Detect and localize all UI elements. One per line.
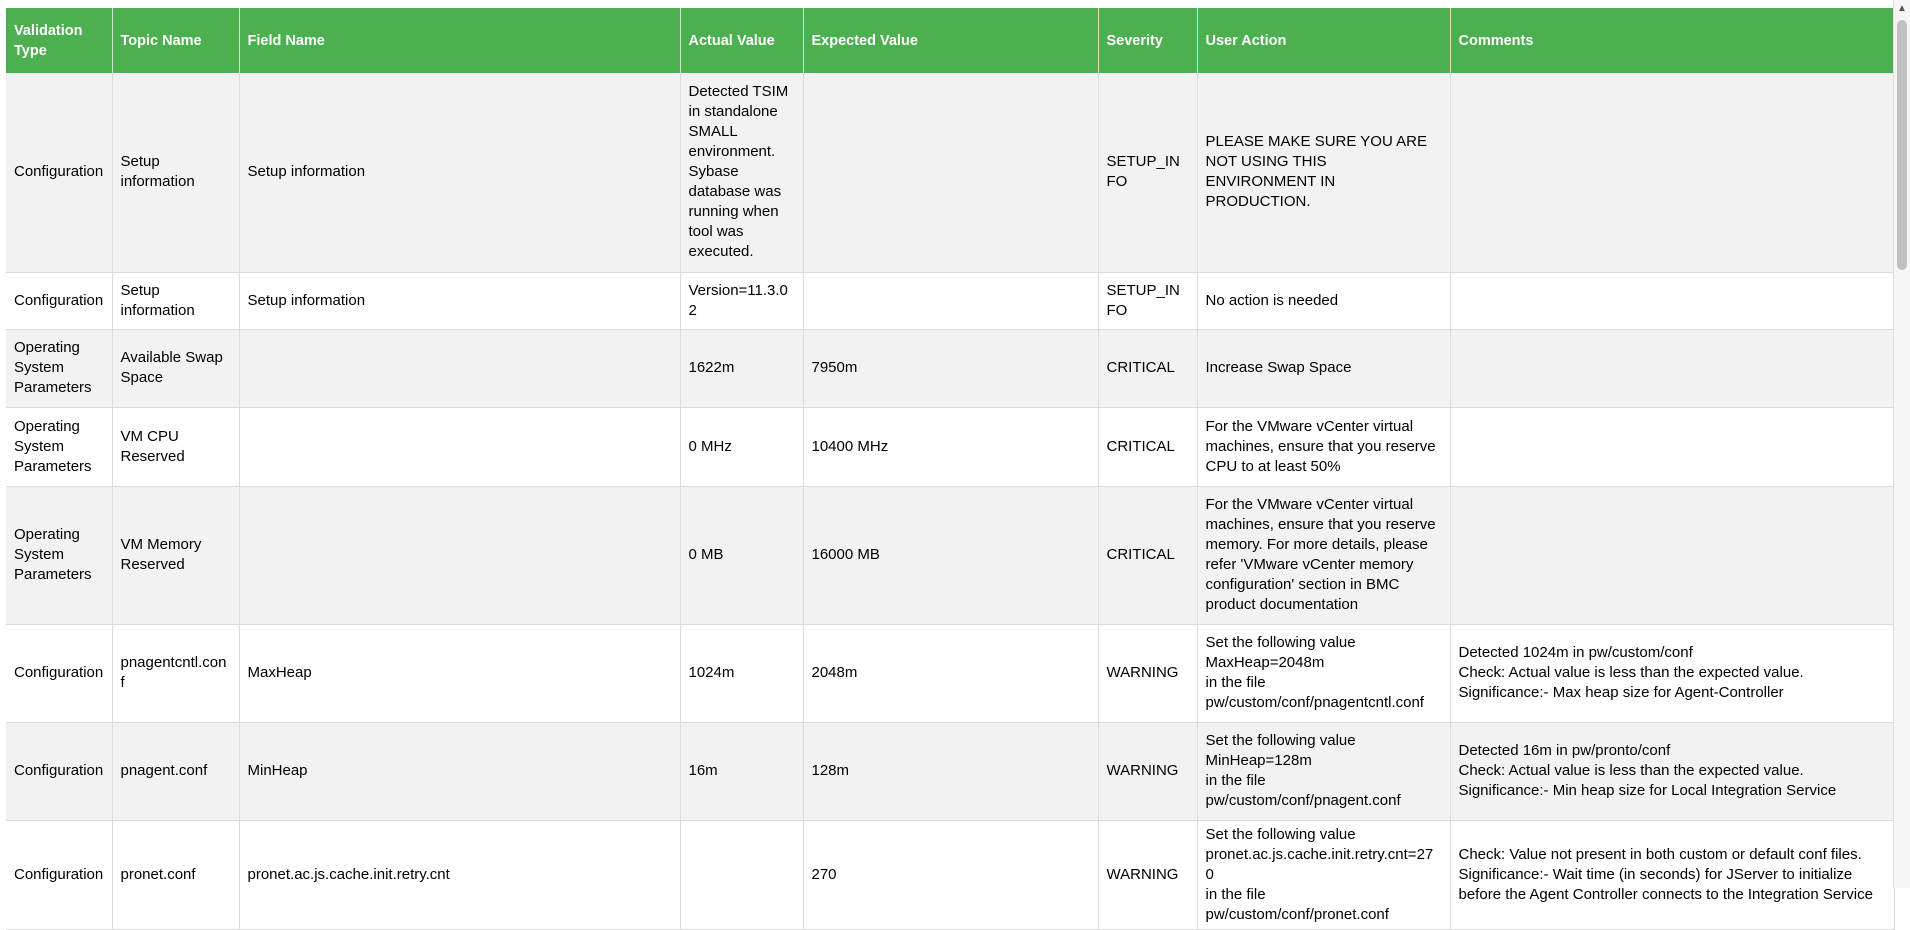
cell-validation-type: Configuration [6,820,112,929]
cell-severity: SETUP_INFO [1098,73,1197,272]
table-row [6,624,1894,722]
cell-actual-value: 1024m [680,624,803,722]
cell-field-name: Setup information [239,73,680,272]
cell-topic-name: VM Memory Reserved [112,486,239,624]
table-row [6,407,1894,486]
cell-comments: Check: Value not present in both custom or default conf files. Significance:- Wait time (in seconds) for JServer to initialize before the Agent Controller connects to the Integration Service [1450,820,1894,929]
cell-severity: WARNING [1098,624,1197,722]
cell-validation-type: Configuration [6,272,112,329]
cell-expected-value: 7950m [803,329,1098,407]
cell-expected-value [803,73,1098,272]
cell-comments [1450,73,1894,272]
cell-topic-name: Setup information [112,272,239,329]
cell-user-action: No action is needed [1197,272,1450,329]
cell-comments [1450,486,1894,624]
cell-severity: SETUP_INFO [1098,272,1197,329]
cell-user-action: Set the following value MinHeap=128m in the file pw/custom/conf/pnagent.conf [1197,722,1450,820]
header-topic-name[interactable]: Topic Name [112,8,239,73]
cell-actual-value: 1622m [680,329,803,407]
cell-severity: WARNING [1098,722,1197,820]
cell-user-action: Increase Swap Space [1197,329,1450,407]
cell-field-name: Setup information [239,272,680,329]
header-actual-value[interactable]: Actual Value [680,8,803,73]
cell-actual-value: Version=11.3.02 [680,272,803,329]
table-row [6,820,1894,929]
cell-user-action: For the VMware vCenter virtual machines, ensure that you reserve memory. For more details, please refer 'VMware vCenter memory configuration' section in BMC product documentation [1197,486,1450,624]
cell-actual-value: 16m [680,722,803,820]
cell-comments: Detected 16m in pw/pronto/conf Check: Actual value is less than the expected value. Significance:- Min heap size for Local Integration Service [1450,722,1894,820]
cell-validation-type: Configuration [6,722,112,820]
cell-field-name [239,486,680,624]
cell-topic-name: pnagentcntl.conf [112,624,239,722]
cell-validation-type: Operating System Parameters [6,407,112,486]
header-comments[interactable]: Comments [1450,8,1894,73]
cell-field-name: pronet.ac.js.cache.init.retry.cnt [239,820,680,929]
cell-expected-value: 16000 MB [803,486,1098,624]
cell-topic-name: pnagent.conf [112,722,239,820]
table-row [6,486,1894,624]
cell-user-action: PLEASE MAKE SURE YOU ARE NOT USING THIS ENVIRONMENT IN PRODUCTION. [1197,73,1450,272]
validation-table [6,8,1895,930]
cell-topic-name: VM CPU Reserved [112,407,239,486]
cell-expected-value [803,272,1098,329]
cell-field-name [239,407,680,486]
cell-validation-type: Configuration [6,624,112,722]
table-row [6,722,1894,820]
scrollbar-thumb[interactable] [1897,20,1907,270]
cell-comments [1450,329,1894,407]
header-field-name[interactable]: Field Name [239,8,680,73]
cell-comments [1450,407,1894,486]
cell-user-action: Set the following value pronet.ac.js.cache.init.retry.cnt=270 in the file pw/custom/conf/pronet.conf [1197,820,1450,929]
cell-comments [1450,272,1894,329]
report-viewport [6,8,1894,923]
cell-expected-value: 270 [803,820,1098,929]
cell-comments: Detected 1024m in pw/custom/conf Check: Actual value is less than the expected value. Significance:- Max heap size for Agent-Controller [1450,624,1894,722]
cell-expected-value: 2048m [803,624,1098,722]
header-row [6,8,1894,73]
cell-actual-value: 0 MB [680,486,803,624]
header-severity[interactable]: Severity [1098,8,1197,73]
vertical-scrollbar[interactable] [1893,0,1910,888]
cell-topic-name: Available Swap Space [112,329,239,407]
cell-topic-name: Setup information [112,73,239,272]
cell-user-action: For the VMware vCenter virtual machines, ensure that you reserve CPU to at least 50% [1197,407,1450,486]
cell-actual-value: Detected TSIM in standalone SMALL environment. Sybase database was running when tool was executed. [680,73,803,272]
cell-expected-value: 10400 MHz [803,407,1098,486]
table-row [6,329,1894,407]
cell-validation-type: Configuration [6,73,112,272]
scroll-up-arrow-icon[interactable]: ▲ [1897,3,1907,14]
cell-actual-value [680,820,803,929]
header-validation-type[interactable]: Validation Type [6,8,112,73]
cell-field-name: MaxHeap [239,624,680,722]
cell-actual-value: 0 MHz [680,407,803,486]
cell-topic-name: pronet.conf [112,820,239,929]
cell-validation-type: Operating System Parameters [6,486,112,624]
header-user-action[interactable]: User Action [1197,8,1450,73]
cell-field-name: MinHeap [239,722,680,820]
cell-user-action: Set the following value MaxHeap=2048m in the file pw/custom/conf/pnagentcntl.conf [1197,624,1450,722]
cell-validation-type: Operating System Parameters [6,329,112,407]
cell-severity: CRITICAL [1098,486,1197,624]
cell-severity: CRITICAL [1098,329,1197,407]
cell-severity: CRITICAL [1098,407,1197,486]
table-row [6,73,1894,272]
cell-expected-value: 128m [803,722,1098,820]
cell-field-name [239,329,680,407]
header-expected-value[interactable]: Expected Value [803,8,1098,73]
table-row [6,272,1894,329]
cell-severity: WARNING [1098,820,1197,929]
